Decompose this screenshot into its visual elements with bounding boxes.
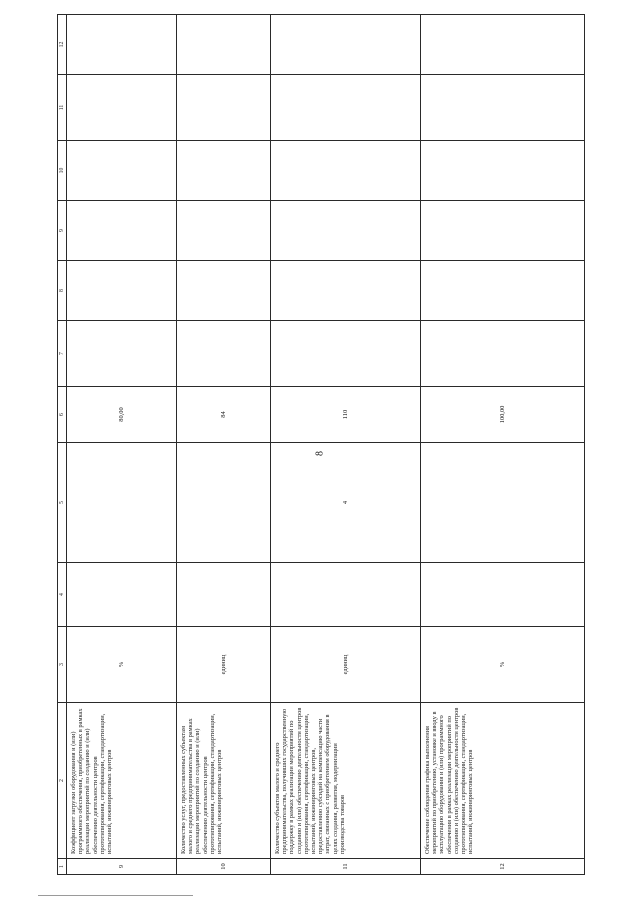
value-cell bbox=[421, 141, 585, 201]
value-cell bbox=[421, 321, 585, 387]
column-number: 5 bbox=[58, 443, 67, 563]
value-cell bbox=[271, 141, 421, 201]
table-row bbox=[177, 15, 271, 875]
value-cell bbox=[177, 201, 271, 261]
value-cell: 110 bbox=[271, 387, 421, 443]
column-number: 9 bbox=[58, 201, 67, 261]
landscape-table-wrapper bbox=[57, 15, 583, 875]
value-cell bbox=[67, 443, 177, 563]
row-number: 10 bbox=[177, 859, 271, 875]
value-cell bbox=[177, 443, 271, 563]
column-number: 2 bbox=[58, 703, 67, 859]
value-cell bbox=[271, 563, 421, 627]
value-cell bbox=[177, 321, 271, 387]
column-number: 12 bbox=[58, 15, 67, 75]
row-number: 11 bbox=[271, 859, 421, 875]
value-cell bbox=[177, 141, 271, 201]
indicator-description: Обеспечение соблюдения графика выполнения мероприятий по приобретению, установке и вводу в эксплуатацию оборудования и (или) программного обеспечения в рамках реализации мероприятий по созданию и (или) обеспечению деятельности центров прототипирования, сертификации, стандартизации, испытаний, инжиниринговых центров bbox=[421, 703, 585, 859]
footer-rule bbox=[38, 895, 193, 896]
column-number: 4 bbox=[58, 563, 67, 627]
unit-cell: единиц bbox=[271, 627, 421, 703]
value-cell bbox=[67, 261, 177, 321]
indicator-description: Количество услуг, предоставленных субъектам малого и среднего предпринимательства в рамках реализации мероприятий по созданию и (или) обеспечению деятельности центров прототипирования, сертификации, стандартизации, испытаний, инжиниринговых центров bbox=[177, 703, 271, 859]
column-number: 1 bbox=[58, 859, 67, 875]
value-cell bbox=[67, 141, 177, 201]
value-cell bbox=[421, 201, 585, 261]
value-cell bbox=[271, 201, 421, 261]
table-row bbox=[271, 15, 421, 875]
value-cell: 80,00 bbox=[67, 387, 177, 443]
value-cell bbox=[67, 15, 177, 75]
page-number: 8 bbox=[314, 451, 326, 456]
value-cell bbox=[271, 75, 421, 141]
column-number: 11 bbox=[58, 75, 67, 141]
value-cell bbox=[177, 75, 271, 141]
value-cell bbox=[421, 443, 585, 563]
unit-cell: % bbox=[421, 627, 585, 703]
value-cell: 100,00 bbox=[421, 387, 585, 443]
column-number: 8 bbox=[58, 261, 67, 321]
column-number: 7 bbox=[58, 321, 67, 387]
row-number: 9 bbox=[67, 859, 177, 875]
unit-cell: % bbox=[67, 627, 177, 703]
indicator-description: Количество субъектов малого и среднего предпринимательства, получивших государственную поддержку в рамках реализации мероприятий по созданию и (или) обеспечению деятельности центров прототипирования, сертификации, стандартизации, испытаний, инжиниринговых центров, предоставлению субсидий на компенсацию части затрат, связанных с приобретением оборудования в целях создания, развития, модернизации производства товаров bbox=[271, 703, 421, 859]
value-cell bbox=[177, 563, 271, 627]
value-cell: 4 bbox=[271, 443, 421, 563]
column-number: 10 bbox=[58, 141, 67, 201]
value-cell bbox=[421, 75, 585, 141]
table-row bbox=[421, 15, 585, 875]
table-row bbox=[67, 15, 177, 875]
value-cell bbox=[177, 261, 271, 321]
value-cell bbox=[67, 75, 177, 141]
value-cell bbox=[271, 15, 421, 75]
value-cell bbox=[67, 321, 177, 387]
column-number: 3 bbox=[58, 627, 67, 703]
value-cell bbox=[271, 261, 421, 321]
value-cell bbox=[421, 261, 585, 321]
value-cell bbox=[177, 15, 271, 75]
value-cell bbox=[421, 563, 585, 627]
value-cell bbox=[271, 321, 421, 387]
value-cell bbox=[67, 201, 177, 261]
indicator-description: Коэффициент загрузки оборудования и (или) программного обеспечения, приобретенных в рамках реализации мероприятий по созданию и (или) обеспечению деятельности центров прототипирования, сертификации, стандартизации, испытаний, инжиниринговых центров bbox=[67, 703, 177, 859]
column-number: 6 bbox=[58, 387, 67, 443]
column-number-row bbox=[58, 15, 67, 875]
unit-cell: единиц bbox=[177, 627, 271, 703]
value-cell bbox=[421, 15, 585, 75]
row-number: 12 bbox=[421, 859, 585, 875]
indicators-table bbox=[57, 14, 585, 875]
value-cell bbox=[67, 563, 177, 627]
value-cell: 84 bbox=[177, 387, 271, 443]
